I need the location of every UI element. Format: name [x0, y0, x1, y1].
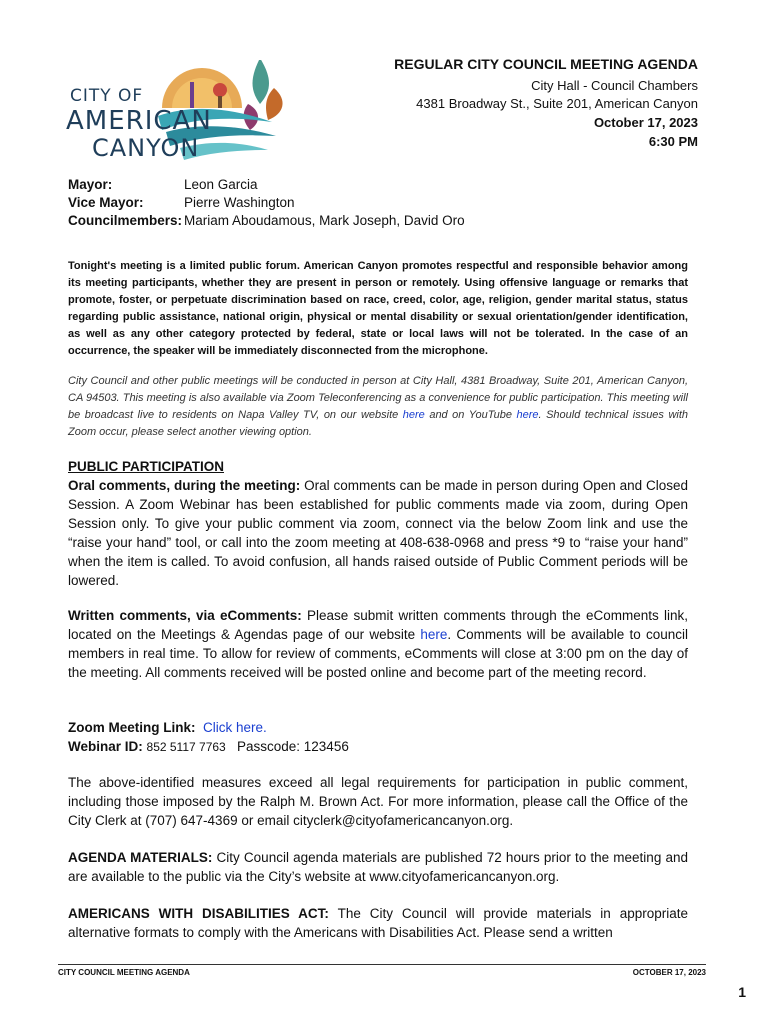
councilmembers-names: Mariam Aboudamous, Mark Joseph, David Oro	[184, 213, 465, 228]
vice-mayor-row	[68, 194, 465, 212]
ada-text: The City Council will provide materials in appropriate alternative formats to comply with the Americans with Disabilities Act. Please send a written	[68, 906, 688, 940]
logo-text-city-of: CITY OF	[70, 86, 144, 106]
written-comments-paragraph	[68, 606, 688, 682]
meeting-date: October 17, 2023	[593, 115, 698, 130]
agenda-materials-text: City Council agenda materials are published 72 hours prior to the meeting and are available to the public via the City’s website at www.cityofamericancanyon.org.	[68, 850, 688, 884]
public-participation-section	[68, 457, 688, 590]
ada-label: AMERICANS WITH DISABILITIES ACT:	[68, 906, 329, 921]
webinar-id-label: Webinar ID:	[68, 739, 143, 754]
page-footer	[58, 964, 706, 977]
mayor-name: Leon Garcia	[184, 177, 258, 192]
agenda-materials-label: AGENDA MATERIALS:	[68, 850, 213, 865]
agenda-title: REGULAR CITY COUNCIL MEETING AGENDA	[394, 56, 698, 72]
logo-text-canyon: CANYON	[92, 134, 200, 162]
agenda-materials-paragraph	[68, 848, 688, 886]
zoom-notice-text-3: . Should technical issues with Zoom occur, please select another viewing option.	[68, 409, 688, 438]
written-comments-text-2: . Comments will be available to council members in real time. To allow for review of comments, eComments will close at 3:00 pm on the day of the meeting. All comments received will be posted online and become part of the meeting record.	[68, 627, 688, 680]
councilmembers-row	[68, 212, 465, 230]
vice-mayor-label: Vice Mayor:	[68, 195, 144, 210]
venue: City Hall - Council Chambers	[531, 78, 698, 93]
mayor-label: Mayor:	[68, 177, 113, 192]
zoom-notice-text-1: City Council and other public meetings will be conducted in person at City Hall, 4381 Broadway, Suite 201, American Canyon, CA 94503. This meeting is also available via Zoom Teleconferencing as a convenience for public participation. This meeting will be broadcast live to residents on Napa Valley TV, on our website	[68, 375, 688, 421]
passcode: Passcode: 123456	[237, 739, 349, 754]
councilmembers-label: Councilmembers:	[68, 213, 183, 228]
ada-paragraph	[68, 904, 688, 942]
website-link[interactable]: here	[402, 409, 425, 421]
oral-comments-paragraph	[68, 476, 688, 590]
address: 4381 Broadway St., Suite 201, American Canyon	[416, 96, 698, 111]
ecomments-link[interactable]: here	[420, 627, 448, 642]
public-participation-heading: PUBLIC PARTICIPATION	[68, 459, 224, 474]
city-logo	[62, 60, 302, 170]
webinar-id-row	[68, 737, 688, 757]
zoom-notice-text-2: and on YouTube	[424, 409, 517, 421]
page-number: 1	[738, 984, 746, 1000]
meeting-time: 6:30 PM	[648, 134, 698, 149]
written-comments-text-1: Please submit written comments through the eComments link, located on the Meetings & Agendas page of our website	[68, 608, 688, 642]
legal-paragraph: The above-identified measures exceed all legal requirements for participation in public comment, including those imposed by the Ralph M. Brown Act. For more information, please call the Office of the City Clerk at (707) 647-4369 or email cityclerk@cityofamericancanyon.org.	[68, 775, 688, 828]
officials-list	[68, 176, 465, 230]
vice-mayor-name: Pierre Washington	[184, 195, 295, 210]
footer-right-date: OCTOBER 17, 2023	[632, 968, 706, 977]
oral-comments-text: Oral comments can be made in person during Open and Closed Session. A Zoom Webinar has been established for public comments made via zoom, during Open Session only. To give your public comment via zoom, connect via the below Zoom link and use the “raise your hand” tool, or call into the zoom meeting at 408-638-0968 and press *9 to “raise your hand” when the item is called. To avoid confusion, all hands raised outside of Public Comment periods will be lowered.	[68, 478, 688, 588]
footer-left-text: CITY COUNCIL MEETING AGENDA	[58, 968, 190, 977]
mayor-row	[68, 176, 465, 194]
written-comments-label: Written comments, via eComments:	[68, 608, 302, 623]
youtube-link[interactable]: here	[516, 409, 539, 421]
logo-text-american: AMERICAN	[66, 106, 212, 136]
zoom-link-label: Zoom Meeting Link:	[68, 720, 196, 735]
webinar-id-value: 852 5117 7763	[146, 740, 226, 754]
zoom-click-here-link[interactable]: Click here.	[203, 720, 267, 735]
oral-comments-label: Oral comments, during the meeting:	[68, 478, 301, 493]
public-forum-notice: Tonight's meeting is a limited public forum. American Canyon promotes respectful and responsible behavior among its meeting participants, whether they are present in person or remotely. Using offensive language or remarks that promote, foster, or perpetuate discrimination based on race, creed, color, age, religion, gender marital status, status regarding public assistance, national origin, physical or mental disability or sexual orientation/gender identification, as well as any other category protected by federal, state or local laws will not be tolerated. In the case of an occurrence, the speaker will be immediately disconnected from the microphone.	[68, 260, 688, 357]
zoom-notice	[68, 373, 688, 441]
zoom-link-row	[68, 718, 688, 737]
